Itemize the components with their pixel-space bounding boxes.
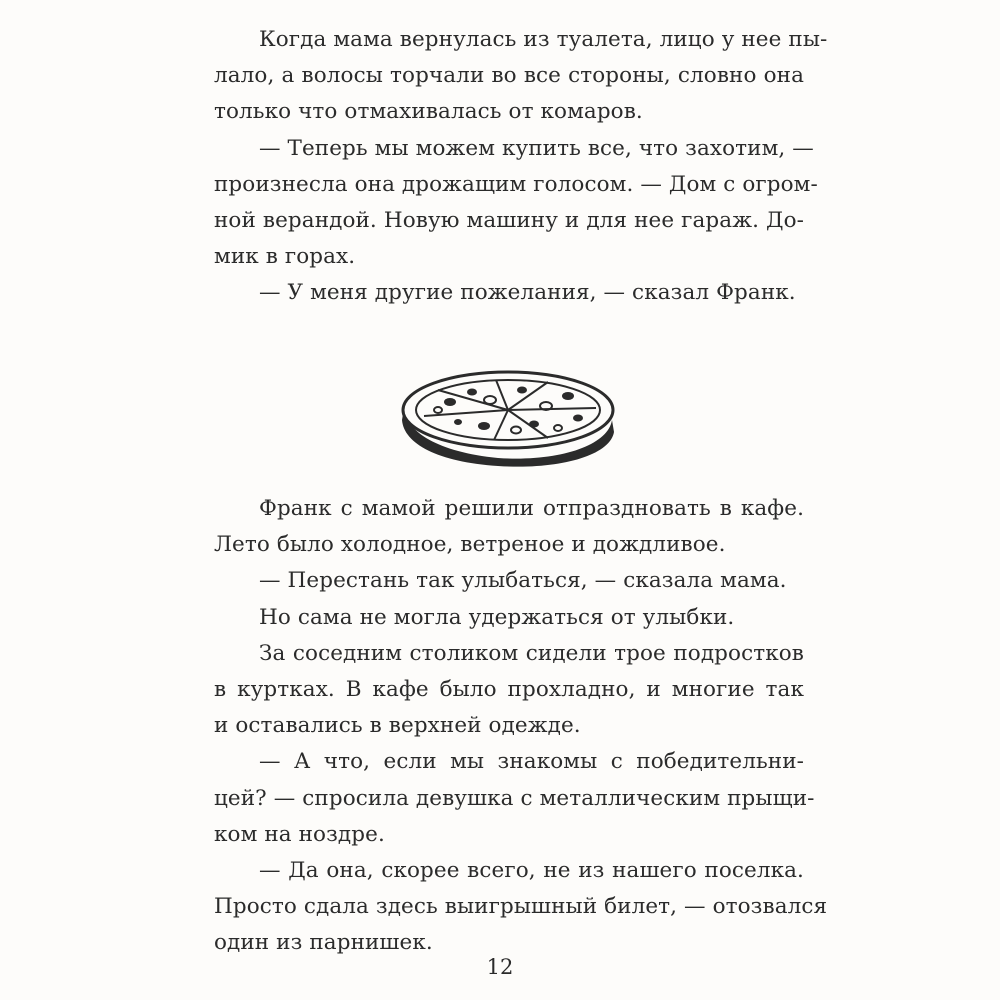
- text-line: и оставались в верхней одежде.: [214, 713, 581, 739]
- text-line: — У меня другие пожелания, — сказал Франк.: [259, 280, 796, 306]
- text-line: — А что, если мы знакомы с победительни-: [259, 749, 804, 775]
- text-line: ной верандой. Новую машину и для нее гараж. До-: [214, 207, 804, 233]
- text-line: За соседним столиком сидели трое подростков: [259, 640, 804, 666]
- text-line: мик в горах.: [214, 244, 356, 270]
- text-line: в куртках. В кафе было прохладно, и многие так: [214, 676, 804, 702]
- text-line: — Да она, скорее всего, не из нашего поселка.: [259, 857, 804, 883]
- text-line: — Перестань так улыбаться, — сказала мама.: [259, 568, 787, 594]
- page-number: 12: [486, 955, 514, 979]
- bottom-passage: [214, 491, 828, 961]
- text-line: Но сама не могла удержаться от улыбки.: [259, 604, 735, 630]
- text-line: Когда мама вернулась из туалета, лицо у нее пы-: [259, 27, 828, 52]
- text-line: Просто сдала здесь выигрышный билет, — отозвался: [214, 894, 828, 920]
- pizza-icon: [398, 366, 620, 470]
- text-line: один из парнишек.: [214, 930, 433, 956]
- book-page: [214, 0, 828, 1000]
- text-line: Лето было холодное, ветреное и дождливое.: [214, 532, 726, 558]
- text-line: произнесла она дрожащим голосом. — Дом с огром-: [214, 171, 818, 197]
- text-line: Франк с мамой решили отпраздновать в кафе.: [259, 496, 804, 521]
- text-line: ком на ноздре.: [214, 821, 385, 847]
- text-line: — Теперь мы можем купить все, что захотим, —: [259, 135, 814, 161]
- text-line: лало, а волосы торчали во все стороны, словно она: [214, 63, 804, 89]
- top-passage: [214, 22, 828, 312]
- text-line: цей? — спросила девушка с металлическим прыщи-: [214, 785, 815, 811]
- text-line: только что отмахивалась от комаров.: [214, 99, 643, 125]
